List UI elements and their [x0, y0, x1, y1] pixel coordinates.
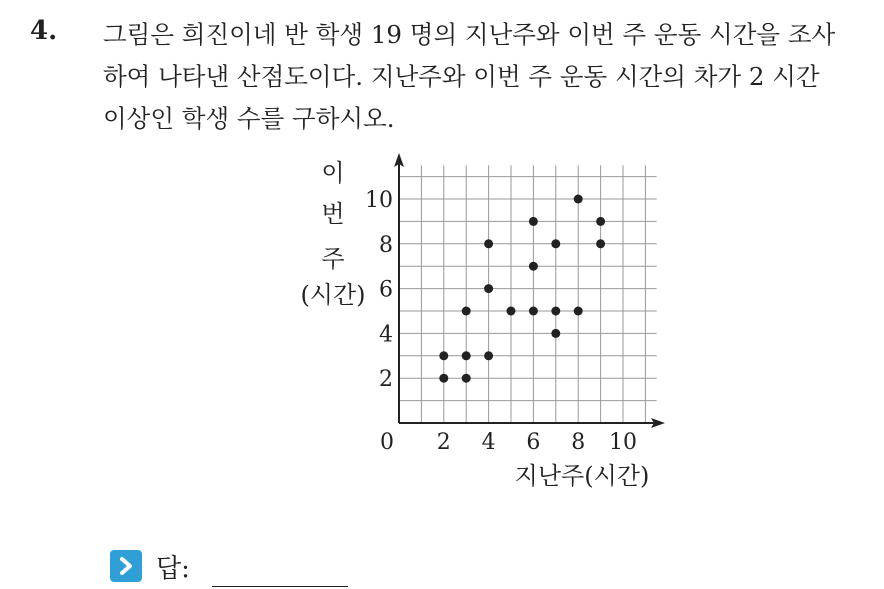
- origin-label: 0: [380, 430, 394, 455]
- y-tick-label: 4: [379, 322, 393, 348]
- x-tick-label: 2: [436, 430, 451, 455]
- y-axis-label-line: 이: [321, 159, 345, 187]
- data-point: [439, 374, 448, 383]
- data-point: [529, 307, 538, 316]
- y-tick-label: 2: [379, 367, 393, 393]
- data-point: [551, 307, 560, 316]
- question-line-3: 이상인 학생 수를 구하시오.: [103, 104, 395, 133]
- data-point: [439, 351, 448, 360]
- data-point: [484, 239, 493, 248]
- y-axis-label-line: 주: [321, 245, 345, 273]
- data-point: [596, 239, 605, 248]
- x-axis-label: 지난주(시간): [514, 462, 650, 490]
- data-point: [462, 307, 471, 316]
- question-number: 4.: [30, 16, 58, 46]
- x-tick-label: 8: [571, 430, 586, 455]
- x-tick-label: 6: [526, 430, 541, 455]
- answer-blank[interactable]: [212, 586, 348, 587]
- chevron-right-icon: [110, 550, 142, 582]
- data-point: [529, 262, 538, 271]
- data-point: [462, 351, 471, 360]
- y-tick-label: 6: [379, 277, 393, 303]
- data-point: [574, 307, 583, 316]
- data-point: [529, 217, 538, 226]
- answer-row: [110, 549, 190, 583]
- data-point: [462, 374, 471, 383]
- data-point: [484, 284, 493, 293]
- data-point: [507, 307, 516, 316]
- data-point: [551, 239, 560, 248]
- x-tick-label: 4: [481, 430, 496, 455]
- data-point: [551, 329, 560, 338]
- x-tick-label: 10: [609, 430, 637, 455]
- data-point: [574, 195, 583, 204]
- y-tick-label: 8: [379, 232, 393, 258]
- question-line-2: 하여 나타낸 산점도이다. 지난주와 이번 주 운동 시간의 차가 2 시간: [103, 62, 820, 91]
- question-line-1: 그림은 희진이네 반 학생 19 명의 지난주와 이번 주 운동 시간을 조사: [103, 20, 836, 49]
- data-point: [484, 351, 493, 360]
- data-point: [596, 217, 605, 226]
- y-tick-label: 10: [365, 188, 393, 213]
- y-axis-label-line: 번: [321, 200, 345, 228]
- y-axis-label-line: (시간): [300, 281, 366, 309]
- answer-label: 답:: [156, 553, 190, 584]
